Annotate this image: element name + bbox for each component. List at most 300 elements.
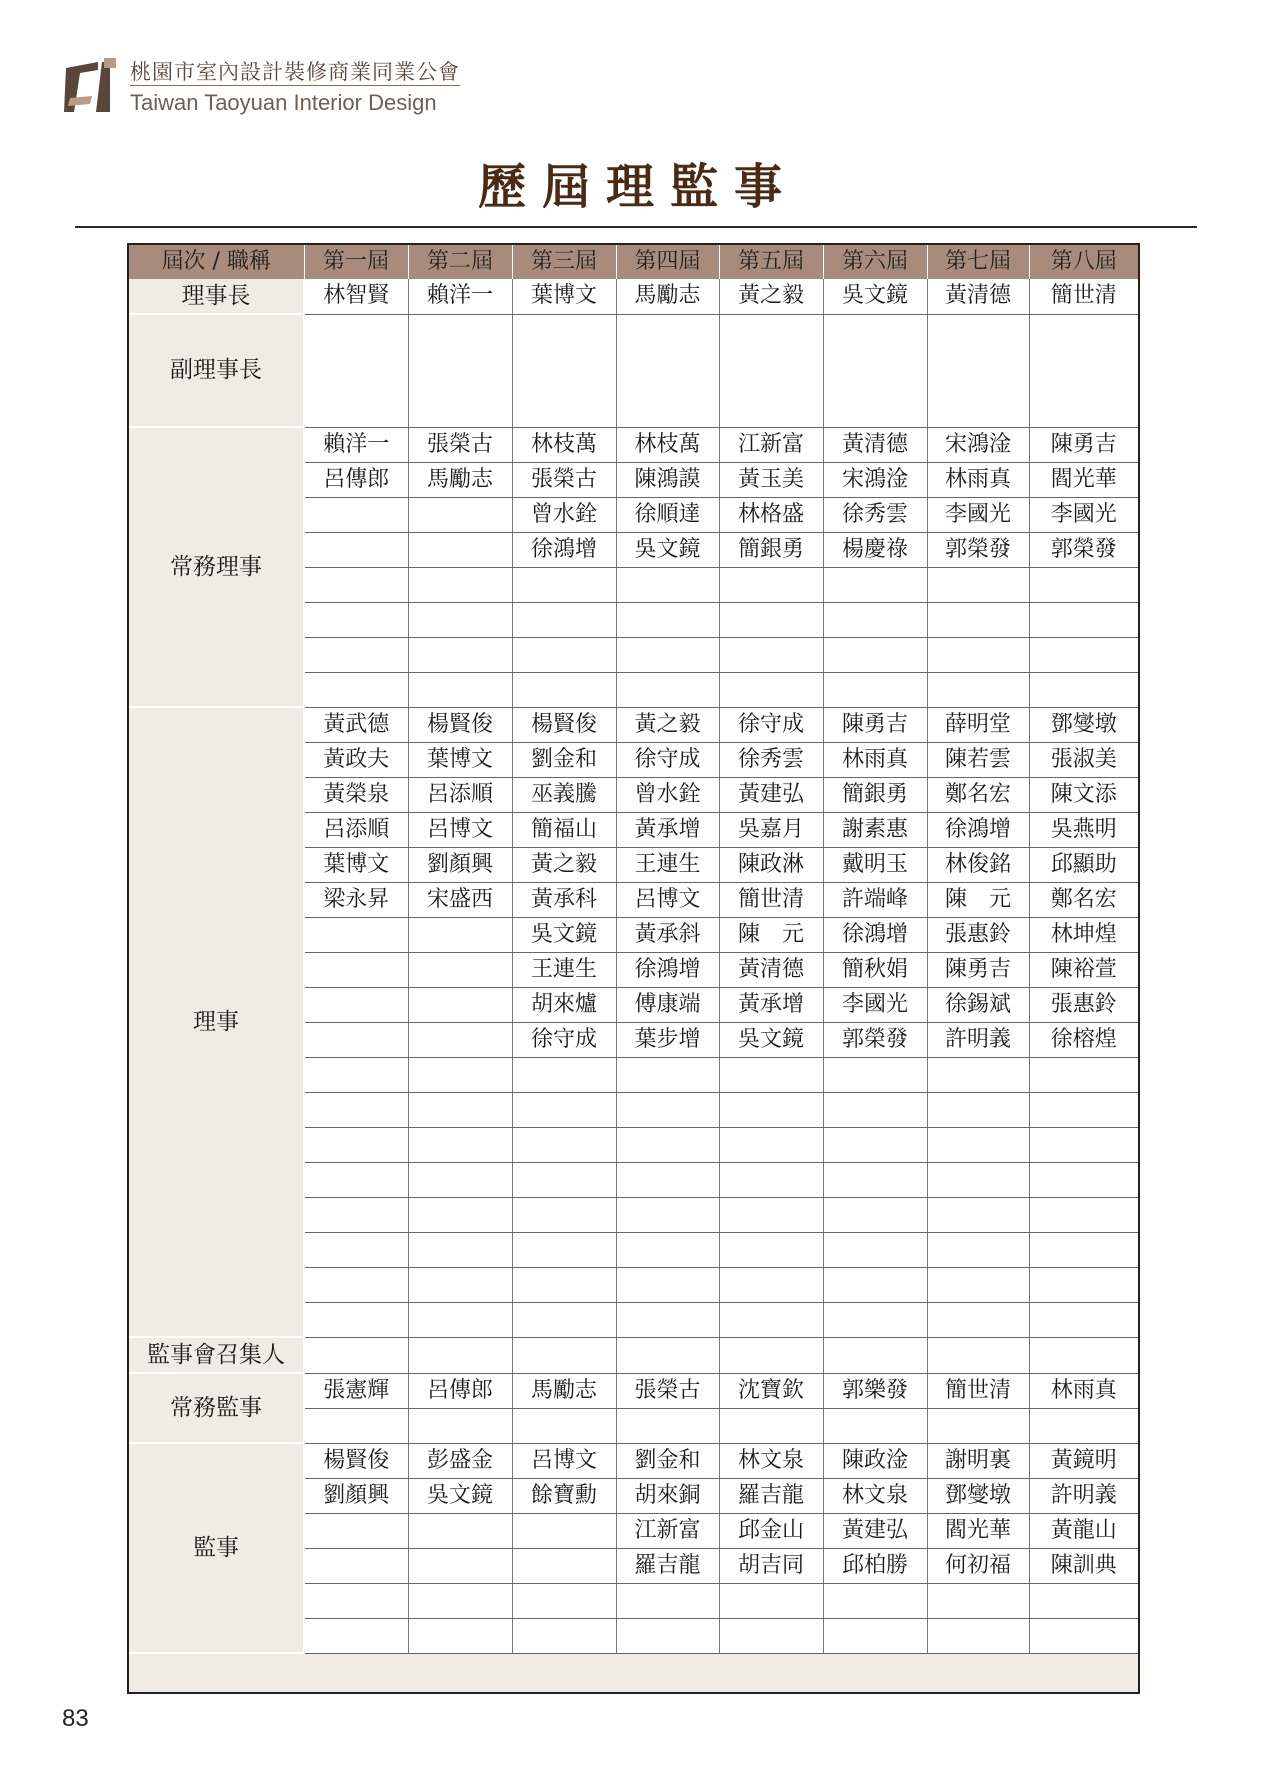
member-name-cell — [304, 1337, 408, 1373]
header-term: 第三屆 — [512, 245, 616, 279]
member-name-cell — [927, 1408, 1029, 1443]
header-term: 第八屆 — [1029, 245, 1138, 279]
member-name-cell: 徐鴻增 — [616, 952, 719, 987]
member-name-cell: 許明義 — [927, 1022, 1029, 1057]
association-logo — [62, 58, 118, 112]
member-name-cell — [304, 987, 408, 1022]
member-name-cell: 郭樂發 — [823, 1373, 927, 1408]
member-name-cell: 黃承科 — [512, 882, 616, 917]
member-name-cell: 王連生 — [512, 952, 616, 987]
member-name-cell: 戴明玉 — [823, 847, 927, 882]
member-name-cell — [1029, 1197, 1138, 1232]
member-name-cell — [1029, 1337, 1138, 1373]
member-name-cell — [304, 917, 408, 952]
member-name-cell — [616, 1618, 719, 1653]
role-label: 副理事長 — [129, 314, 304, 427]
member-name-cell — [408, 1127, 512, 1162]
member-name-cell: 吳嘉月 — [719, 812, 823, 847]
member-name-cell — [1029, 672, 1138, 707]
member-name-cell — [927, 1092, 1029, 1127]
member-name-cell — [408, 917, 512, 952]
member-name-cell — [512, 1092, 616, 1127]
member-name-cell — [823, 1232, 927, 1267]
member-name-cell: 馬勵志 — [408, 462, 512, 497]
member-name-cell — [512, 1408, 616, 1443]
member-name-cell — [512, 1513, 616, 1548]
member-name-cell: 林智賢 — [304, 279, 408, 314]
member-name-cell: 陳 元 — [927, 882, 1029, 917]
member-name-cell — [823, 567, 927, 602]
member-name-cell: 宋盛西 — [408, 882, 512, 917]
member-name-cell — [927, 637, 1029, 672]
member-name-cell: 閻光華 — [927, 1513, 1029, 1548]
member-name-cell — [408, 1337, 512, 1373]
member-name-cell: 吳文鏡 — [408, 1478, 512, 1513]
header-term: 第七屆 — [927, 245, 1029, 279]
member-name-cell — [927, 1162, 1029, 1197]
member-name-cell: 徐榕煌 — [1029, 1022, 1138, 1057]
role-label: 常務監事 — [129, 1373, 304, 1443]
member-name-cell — [719, 1408, 823, 1443]
member-name-cell: 吳文鏡 — [616, 532, 719, 567]
member-name-cell — [304, 637, 408, 672]
member-name-cell: 沈寶欽 — [719, 1373, 823, 1408]
member-name-cell: 徐守成 — [719, 707, 823, 742]
member-name-cell — [719, 637, 823, 672]
member-name-cell: 劉金和 — [616, 1443, 719, 1478]
member-name-cell — [1029, 602, 1138, 637]
member-name-cell: 陳勇吉 — [1029, 427, 1138, 462]
member-name-cell — [616, 1337, 719, 1373]
member-name-cell — [927, 1618, 1029, 1653]
member-name-cell — [823, 1057, 927, 1092]
member-name-cell — [719, 1162, 823, 1197]
member-name-cell — [408, 1162, 512, 1197]
member-name-cell: 陳文添 — [1029, 777, 1138, 812]
member-name-cell: 黃承增 — [616, 812, 719, 847]
member-name-cell — [512, 1583, 616, 1618]
member-name-cell — [512, 602, 616, 637]
member-name-cell: 簡秋娟 — [823, 952, 927, 987]
member-name-cell — [616, 1232, 719, 1267]
member-name-cell — [512, 672, 616, 707]
page-title: 歷屆理監事 — [477, 159, 798, 215]
member-name-cell — [512, 637, 616, 672]
member-name-cell — [1029, 1092, 1138, 1127]
role-label: 監事 — [129, 1443, 304, 1653]
member-name-cell — [408, 1618, 512, 1653]
member-name-cell: 賴洋一 — [304, 427, 408, 462]
member-name-cell — [304, 1548, 408, 1583]
member-name-cell — [512, 1267, 616, 1302]
member-name-cell: 黃清德 — [719, 952, 823, 987]
member-name-cell: 陳 元 — [719, 917, 823, 952]
member-name-cell — [1029, 1302, 1138, 1337]
member-name-cell — [512, 314, 616, 427]
member-name-cell — [1029, 314, 1138, 427]
member-name-cell: 楊賢俊 — [408, 707, 512, 742]
member-name-cell: 餘寶勳 — [512, 1478, 616, 1513]
title-divider — [75, 226, 1197, 228]
member-name-cell: 劉顏興 — [304, 1478, 408, 1513]
member-name-cell — [512, 1057, 616, 1092]
member-name-cell: 張惠鈴 — [927, 917, 1029, 952]
table-row — [129, 427, 1138, 462]
member-name-cell — [512, 1162, 616, 1197]
member-name-cell — [927, 1127, 1029, 1162]
member-name-cell — [304, 602, 408, 637]
member-name-cell — [927, 567, 1029, 602]
member-name-cell: 黃龍山 — [1029, 1513, 1138, 1548]
member-name-cell: 謝明裏 — [927, 1443, 1029, 1478]
member-name-cell — [408, 1092, 512, 1127]
member-name-cell — [408, 1057, 512, 1092]
member-name-cell: 林枝萬 — [512, 427, 616, 462]
member-name-cell: 林俊銘 — [927, 847, 1029, 882]
member-name-cell: 楊賢俊 — [512, 707, 616, 742]
member-name-cell: 李國光 — [927, 497, 1029, 532]
member-name-cell: 鄧燮墩 — [927, 1478, 1029, 1513]
member-name-cell: 邱顯助 — [1029, 847, 1138, 882]
member-name-cell — [616, 567, 719, 602]
member-name-cell — [304, 314, 408, 427]
member-name-cell — [1029, 1618, 1138, 1653]
member-name-cell: 徐順達 — [616, 497, 719, 532]
member-name-cell: 胡吉同 — [719, 1548, 823, 1583]
member-name-cell: 郭榮發 — [1029, 532, 1138, 567]
role-label: 理事長 — [129, 279, 304, 314]
member-name-cell — [719, 1092, 823, 1127]
member-name-cell: 徐錫斌 — [927, 987, 1029, 1022]
member-name-cell: 馬勵志 — [512, 1373, 616, 1408]
member-name-cell: 李國光 — [823, 987, 927, 1022]
member-name-cell — [616, 602, 719, 637]
table-row — [129, 1337, 1138, 1373]
member-name-cell: 林坤煌 — [1029, 917, 1138, 952]
member-name-cell — [927, 1583, 1029, 1618]
member-name-cell — [719, 672, 823, 707]
member-name-cell — [304, 1127, 408, 1162]
member-name-cell: 江新富 — [616, 1513, 719, 1548]
member-name-cell: 呂添順 — [408, 777, 512, 812]
table-row — [129, 1373, 1138, 1408]
member-name-cell — [1029, 637, 1138, 672]
header-term: 第二屆 — [408, 245, 512, 279]
member-name-cell — [823, 1337, 927, 1373]
member-name-cell: 簡銀勇 — [823, 777, 927, 812]
member-name-cell: 葉博文 — [512, 279, 616, 314]
member-name-cell: 簡世清 — [719, 882, 823, 917]
member-name-cell — [1029, 1127, 1138, 1162]
member-name-cell — [823, 1408, 927, 1443]
member-name-cell: 胡來爐 — [512, 987, 616, 1022]
member-name-cell — [616, 1127, 719, 1162]
member-name-cell: 鄧燮墩 — [1029, 707, 1138, 742]
member-name-cell — [512, 567, 616, 602]
member-name-cell — [616, 1197, 719, 1232]
member-name-cell — [512, 1302, 616, 1337]
member-name-cell: 黃之毅 — [719, 279, 823, 314]
member-name-cell: 賴洋一 — [408, 279, 512, 314]
member-name-cell — [719, 1302, 823, 1337]
member-name-cell: 陳政淦 — [823, 1443, 927, 1478]
member-name-cell — [408, 952, 512, 987]
member-name-cell: 梁永昇 — [304, 882, 408, 917]
member-name-cell — [304, 532, 408, 567]
member-name-cell: 林格盛 — [719, 497, 823, 532]
member-name-cell: 吳文鏡 — [512, 917, 616, 952]
member-name-cell — [927, 1057, 1029, 1092]
member-name-cell — [616, 637, 719, 672]
member-name-cell: 呂傳郎 — [408, 1373, 512, 1408]
member-name-cell: 呂博文 — [616, 882, 719, 917]
member-name-cell — [408, 637, 512, 672]
header-term: 第一屆 — [304, 245, 408, 279]
member-name-cell — [304, 1583, 408, 1618]
member-name-cell: 黃武德 — [304, 707, 408, 742]
member-name-cell — [616, 1408, 719, 1443]
member-name-cell — [927, 1302, 1029, 1337]
role-label: 常務理事 — [129, 427, 304, 707]
member-name-cell — [823, 1127, 927, 1162]
page-number: 83 — [62, 1705, 89, 1732]
member-name-cell: 呂博文 — [512, 1443, 616, 1478]
member-name-cell: 黃承斜 — [616, 917, 719, 952]
table-row — [129, 707, 1138, 742]
member-name-cell: 邱金山 — [719, 1513, 823, 1548]
member-name-cell — [408, 602, 512, 637]
member-name-cell: 張惠鈴 — [1029, 987, 1138, 1022]
role-label: 理事 — [129, 707, 304, 1337]
member-name-cell — [719, 1337, 823, 1373]
member-name-cell — [823, 1162, 927, 1197]
board-history-table — [127, 243, 1140, 1694]
member-name-cell: 閻光華 — [1029, 462, 1138, 497]
member-name-cell: 張淑美 — [1029, 742, 1138, 777]
member-name-cell: 呂博文 — [408, 812, 512, 847]
member-name-cell: 曾水銓 — [616, 777, 719, 812]
member-name-cell: 楊賢俊 — [304, 1443, 408, 1478]
member-name-cell — [304, 567, 408, 602]
member-name-cell: 曾水銓 — [512, 497, 616, 532]
member-name-cell — [512, 1548, 616, 1583]
member-name-cell: 薛明堂 — [927, 707, 1029, 742]
header-term: 第五屆 — [719, 245, 823, 279]
table-header-row — [129, 245, 1138, 279]
member-name-cell: 林雨真 — [1029, 1373, 1138, 1408]
member-name-cell — [304, 672, 408, 707]
member-name-cell — [304, 1618, 408, 1653]
member-name-cell — [616, 1267, 719, 1302]
member-name-cell — [304, 1092, 408, 1127]
member-name-cell — [408, 532, 512, 567]
member-name-cell — [927, 314, 1029, 427]
member-name-cell — [512, 1127, 616, 1162]
member-name-cell — [304, 1197, 408, 1232]
member-name-cell: 宋鴻淦 — [927, 427, 1029, 462]
member-name-cell — [408, 987, 512, 1022]
member-name-cell — [719, 1127, 823, 1162]
member-name-cell: 黃清德 — [823, 427, 927, 462]
member-name-cell: 吳文鏡 — [719, 1022, 823, 1057]
member-name-cell — [823, 1302, 927, 1337]
member-name-cell: 徐秀雲 — [719, 742, 823, 777]
member-name-cell — [823, 1197, 927, 1232]
table-row — [129, 314, 1138, 427]
member-name-cell — [927, 602, 1029, 637]
member-name-cell — [304, 1057, 408, 1092]
member-name-cell: 許端峰 — [823, 882, 927, 917]
member-name-cell — [408, 1513, 512, 1548]
member-name-cell: 謝素惠 — [823, 812, 927, 847]
member-name-cell — [616, 1583, 719, 1618]
member-name-cell — [823, 672, 927, 707]
header-term: 第六屆 — [823, 245, 927, 279]
member-name-cell: 張憲輝 — [304, 1373, 408, 1408]
table-row — [129, 279, 1138, 314]
member-name-cell: 吳文鏡 — [823, 279, 927, 314]
member-name-cell: 黃鏡明 — [1029, 1443, 1138, 1478]
member-name-cell: 胡來銅 — [616, 1478, 719, 1513]
member-name-cell — [927, 1197, 1029, 1232]
member-name-cell — [408, 497, 512, 532]
role-label: 監事會召集人 — [129, 1337, 304, 1373]
member-name-cell — [719, 1267, 823, 1302]
member-name-cell — [512, 1232, 616, 1267]
member-name-cell — [927, 1232, 1029, 1267]
header-term-role: 屆次 / 職稱 — [129, 245, 304, 279]
member-name-cell: 許明義 — [1029, 1478, 1138, 1513]
member-name-cell — [304, 1267, 408, 1302]
member-name-cell — [823, 1583, 927, 1618]
member-name-cell: 李國光 — [1029, 497, 1138, 532]
member-name-cell — [408, 1548, 512, 1583]
org-name-english: Taiwan Taoyuan Interior Design — [130, 90, 437, 115]
member-name-cell: 葉博文 — [408, 742, 512, 777]
member-name-cell: 陳裕萱 — [1029, 952, 1138, 987]
member-name-cell: 黃之毅 — [512, 847, 616, 882]
member-name-cell: 王連生 — [616, 847, 719, 882]
member-name-cell: 邱柏勝 — [823, 1548, 927, 1583]
member-name-cell: 何初福 — [927, 1548, 1029, 1583]
member-name-cell — [1029, 567, 1138, 602]
member-name-cell: 劉顏興 — [408, 847, 512, 882]
member-name-cell: 宋鴻淦 — [823, 462, 927, 497]
member-name-cell — [823, 602, 927, 637]
member-name-cell: 黃政夫 — [304, 742, 408, 777]
member-name-cell — [616, 1057, 719, 1092]
member-name-cell — [616, 1092, 719, 1127]
member-name-cell — [304, 1513, 408, 1548]
member-name-cell: 郭榮發 — [823, 1022, 927, 1057]
member-name-cell: 馬勵志 — [616, 279, 719, 314]
member-name-cell — [1029, 1162, 1138, 1197]
table-row — [129, 1443, 1138, 1478]
member-name-cell — [304, 1302, 408, 1337]
member-name-cell: 簡銀勇 — [719, 532, 823, 567]
member-name-cell — [408, 1197, 512, 1232]
member-name-cell: 黃榮泉 — [304, 777, 408, 812]
member-name-cell — [823, 1092, 927, 1127]
member-name-cell — [719, 1232, 823, 1267]
member-name-cell: 黃建弘 — [823, 1513, 927, 1548]
member-name-cell: 徐鴻增 — [927, 812, 1029, 847]
member-name-cell: 林枝萬 — [616, 427, 719, 462]
member-name-cell: 陳政淋 — [719, 847, 823, 882]
member-name-cell: 黃承增 — [719, 987, 823, 1022]
member-name-cell: 張榮古 — [512, 462, 616, 497]
member-name-cell: 呂傳郎 — [304, 462, 408, 497]
member-name-cell: 羅吉龍 — [616, 1548, 719, 1583]
member-name-cell — [1029, 1583, 1138, 1618]
member-name-cell: 陳勇吉 — [823, 707, 927, 742]
member-name-cell — [823, 1267, 927, 1302]
member-name-cell: 楊慶祿 — [823, 532, 927, 567]
member-name-cell — [408, 672, 512, 707]
member-name-cell: 黃玉美 — [719, 462, 823, 497]
member-name-cell — [719, 1057, 823, 1092]
member-name-cell: 黃清德 — [927, 279, 1029, 314]
member-name-cell: 羅吉龍 — [719, 1478, 823, 1513]
member-name-cell — [616, 314, 719, 427]
member-name-cell — [304, 1408, 408, 1443]
member-name-cell: 徐鴻增 — [512, 532, 616, 567]
member-name-cell — [304, 1232, 408, 1267]
member-name-cell: 徐鴻增 — [823, 917, 927, 952]
member-name-cell — [616, 1162, 719, 1197]
member-name-cell: 江新富 — [719, 427, 823, 462]
member-name-cell: 葉步增 — [616, 1022, 719, 1057]
member-name-cell: 林雨真 — [927, 462, 1029, 497]
member-name-cell — [719, 314, 823, 427]
member-name-cell — [719, 1583, 823, 1618]
member-name-cell — [823, 1618, 927, 1653]
member-name-cell — [408, 1408, 512, 1443]
member-name-cell — [512, 1197, 616, 1232]
logo-divider — [130, 85, 460, 86]
member-name-cell: 郭榮發 — [927, 532, 1029, 567]
member-name-cell: 傅康端 — [616, 987, 719, 1022]
member-name-cell: 吳燕明 — [1029, 812, 1138, 847]
member-name-cell: 黃建弘 — [719, 777, 823, 812]
member-name-cell: 張榮古 — [408, 427, 512, 462]
member-name-cell: 林雨真 — [823, 742, 927, 777]
member-name-cell — [512, 1337, 616, 1373]
member-name-cell — [1029, 1057, 1138, 1092]
member-name-cell: 簡世清 — [1029, 279, 1138, 314]
member-name-cell: 徐守成 — [512, 1022, 616, 1057]
member-name-cell — [1029, 1232, 1138, 1267]
member-name-cell: 鄭名宏 — [927, 777, 1029, 812]
member-name-cell — [408, 1267, 512, 1302]
member-name-cell — [304, 1162, 408, 1197]
member-name-cell — [927, 1267, 1029, 1302]
member-name-cell: 陳勇吉 — [927, 952, 1029, 987]
member-name-cell — [719, 1618, 823, 1653]
member-name-cell: 呂添順 — [304, 812, 408, 847]
member-name-cell — [719, 1197, 823, 1232]
member-name-cell: 張榮古 — [616, 1373, 719, 1408]
member-name-cell — [823, 637, 927, 672]
member-name-cell — [719, 567, 823, 602]
header-term: 第四屆 — [616, 245, 719, 279]
member-name-cell — [616, 672, 719, 707]
member-name-cell — [304, 1022, 408, 1057]
member-name-cell: 徐守成 — [616, 742, 719, 777]
member-name-cell: 陳訓典 — [1029, 1548, 1138, 1583]
member-name-cell: 簡福山 — [512, 812, 616, 847]
member-name-cell: 陳鴻謨 — [616, 462, 719, 497]
